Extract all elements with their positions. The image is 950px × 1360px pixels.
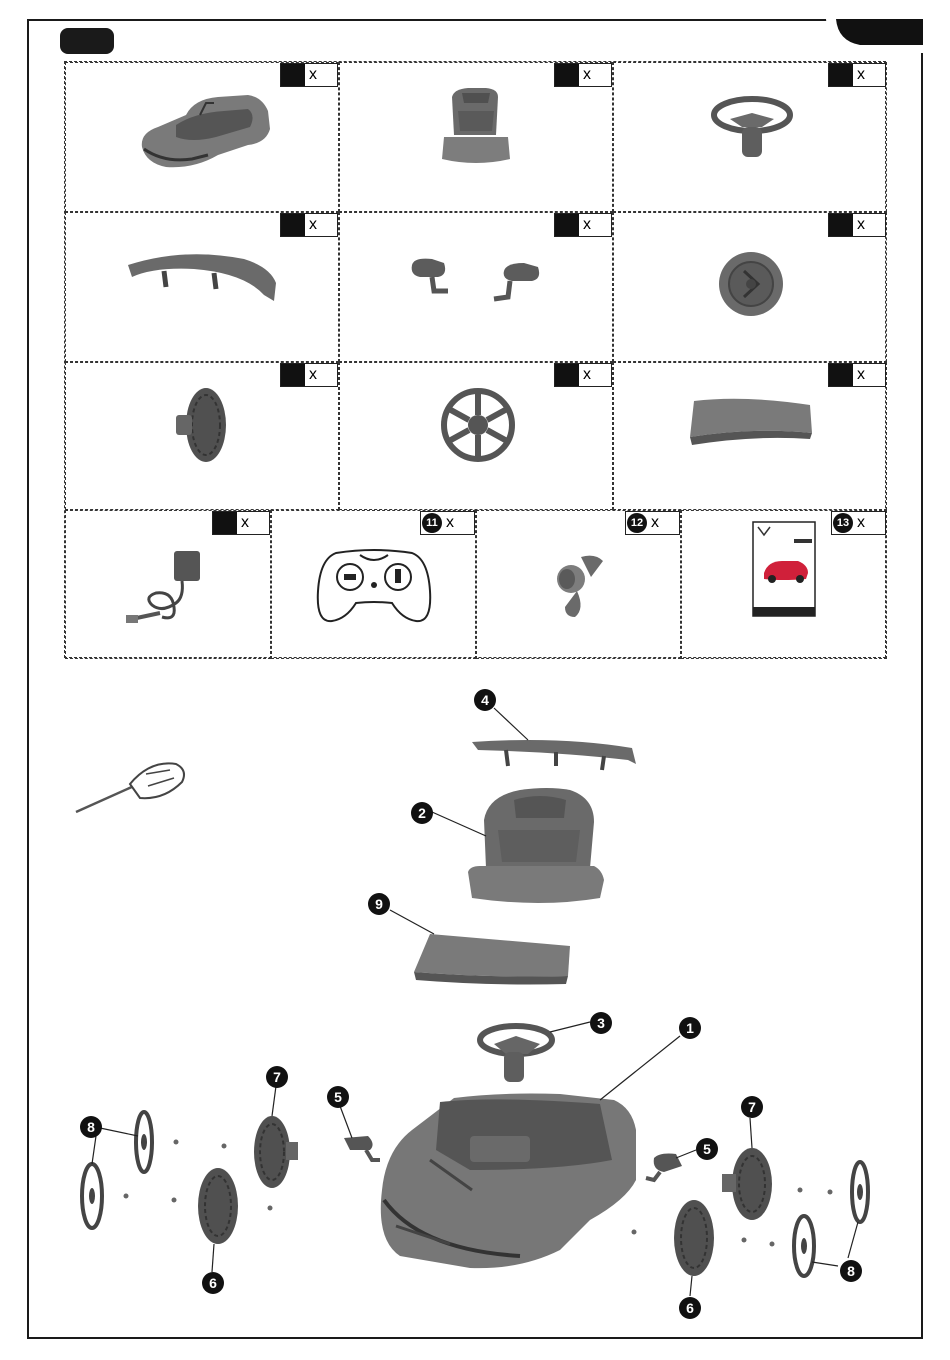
- callout-6: 6: [679, 1297, 701, 1319]
- callout-2: 2: [411, 802, 433, 824]
- screwdriver-icon: [76, 763, 184, 812]
- assembly-wheel-right-front: [674, 1200, 714, 1276]
- assembly-wheel-right-rear: [722, 1148, 772, 1220]
- quantity-label: x: [554, 363, 612, 387]
- assembly-car-body: [381, 1094, 636, 1269]
- assembly-rim-left-rear: [136, 1112, 152, 1172]
- callout-5: 5: [696, 1138, 718, 1160]
- callout-4: 4: [474, 689, 496, 711]
- assembly-seat: [468, 788, 604, 903]
- callout-7: 7: [266, 1066, 288, 1088]
- assembly-spoiler: [472, 740, 636, 770]
- assembly-windshield: [414, 934, 570, 985]
- callout-1: 1: [679, 1017, 701, 1039]
- quantity-label: 12 x: [625, 511, 680, 535]
- assembly-rim-left-front: [82, 1164, 102, 1228]
- assembly-wheel-left-rear: [254, 1116, 298, 1188]
- quantity-label: x: [280, 363, 338, 387]
- callout-6: 6: [202, 1272, 224, 1294]
- quantity-label: 11 x: [420, 511, 475, 535]
- assembly-rim-right-rear: [852, 1162, 868, 1222]
- callout-5: 5: [327, 1086, 349, 1108]
- quantity-label: x: [280, 63, 338, 87]
- assembly-mirror-left: [344, 1136, 380, 1160]
- callout-8: 8: [840, 1260, 862, 1282]
- quantity-label: x: [280, 213, 338, 237]
- quantity-label: x: [828, 63, 886, 87]
- callout-7: 7: [741, 1096, 763, 1118]
- assembly-steering-wheel: [480, 1026, 552, 1082]
- quantity-label: x: [828, 363, 886, 387]
- callout-8: 8: [80, 1116, 102, 1138]
- quantity-label: x: [554, 213, 612, 237]
- quantity-label: x: [212, 511, 270, 535]
- assembly-rim-right-front: [794, 1216, 814, 1276]
- callout-3: 3: [590, 1012, 612, 1034]
- quantity-label: 13 x: [831, 511, 886, 535]
- callout-9: 9: [368, 893, 390, 915]
- quantity-label: x: [828, 213, 886, 237]
- assembly-wheel-left-front: [198, 1168, 238, 1244]
- quantity-label: x: [554, 63, 612, 87]
